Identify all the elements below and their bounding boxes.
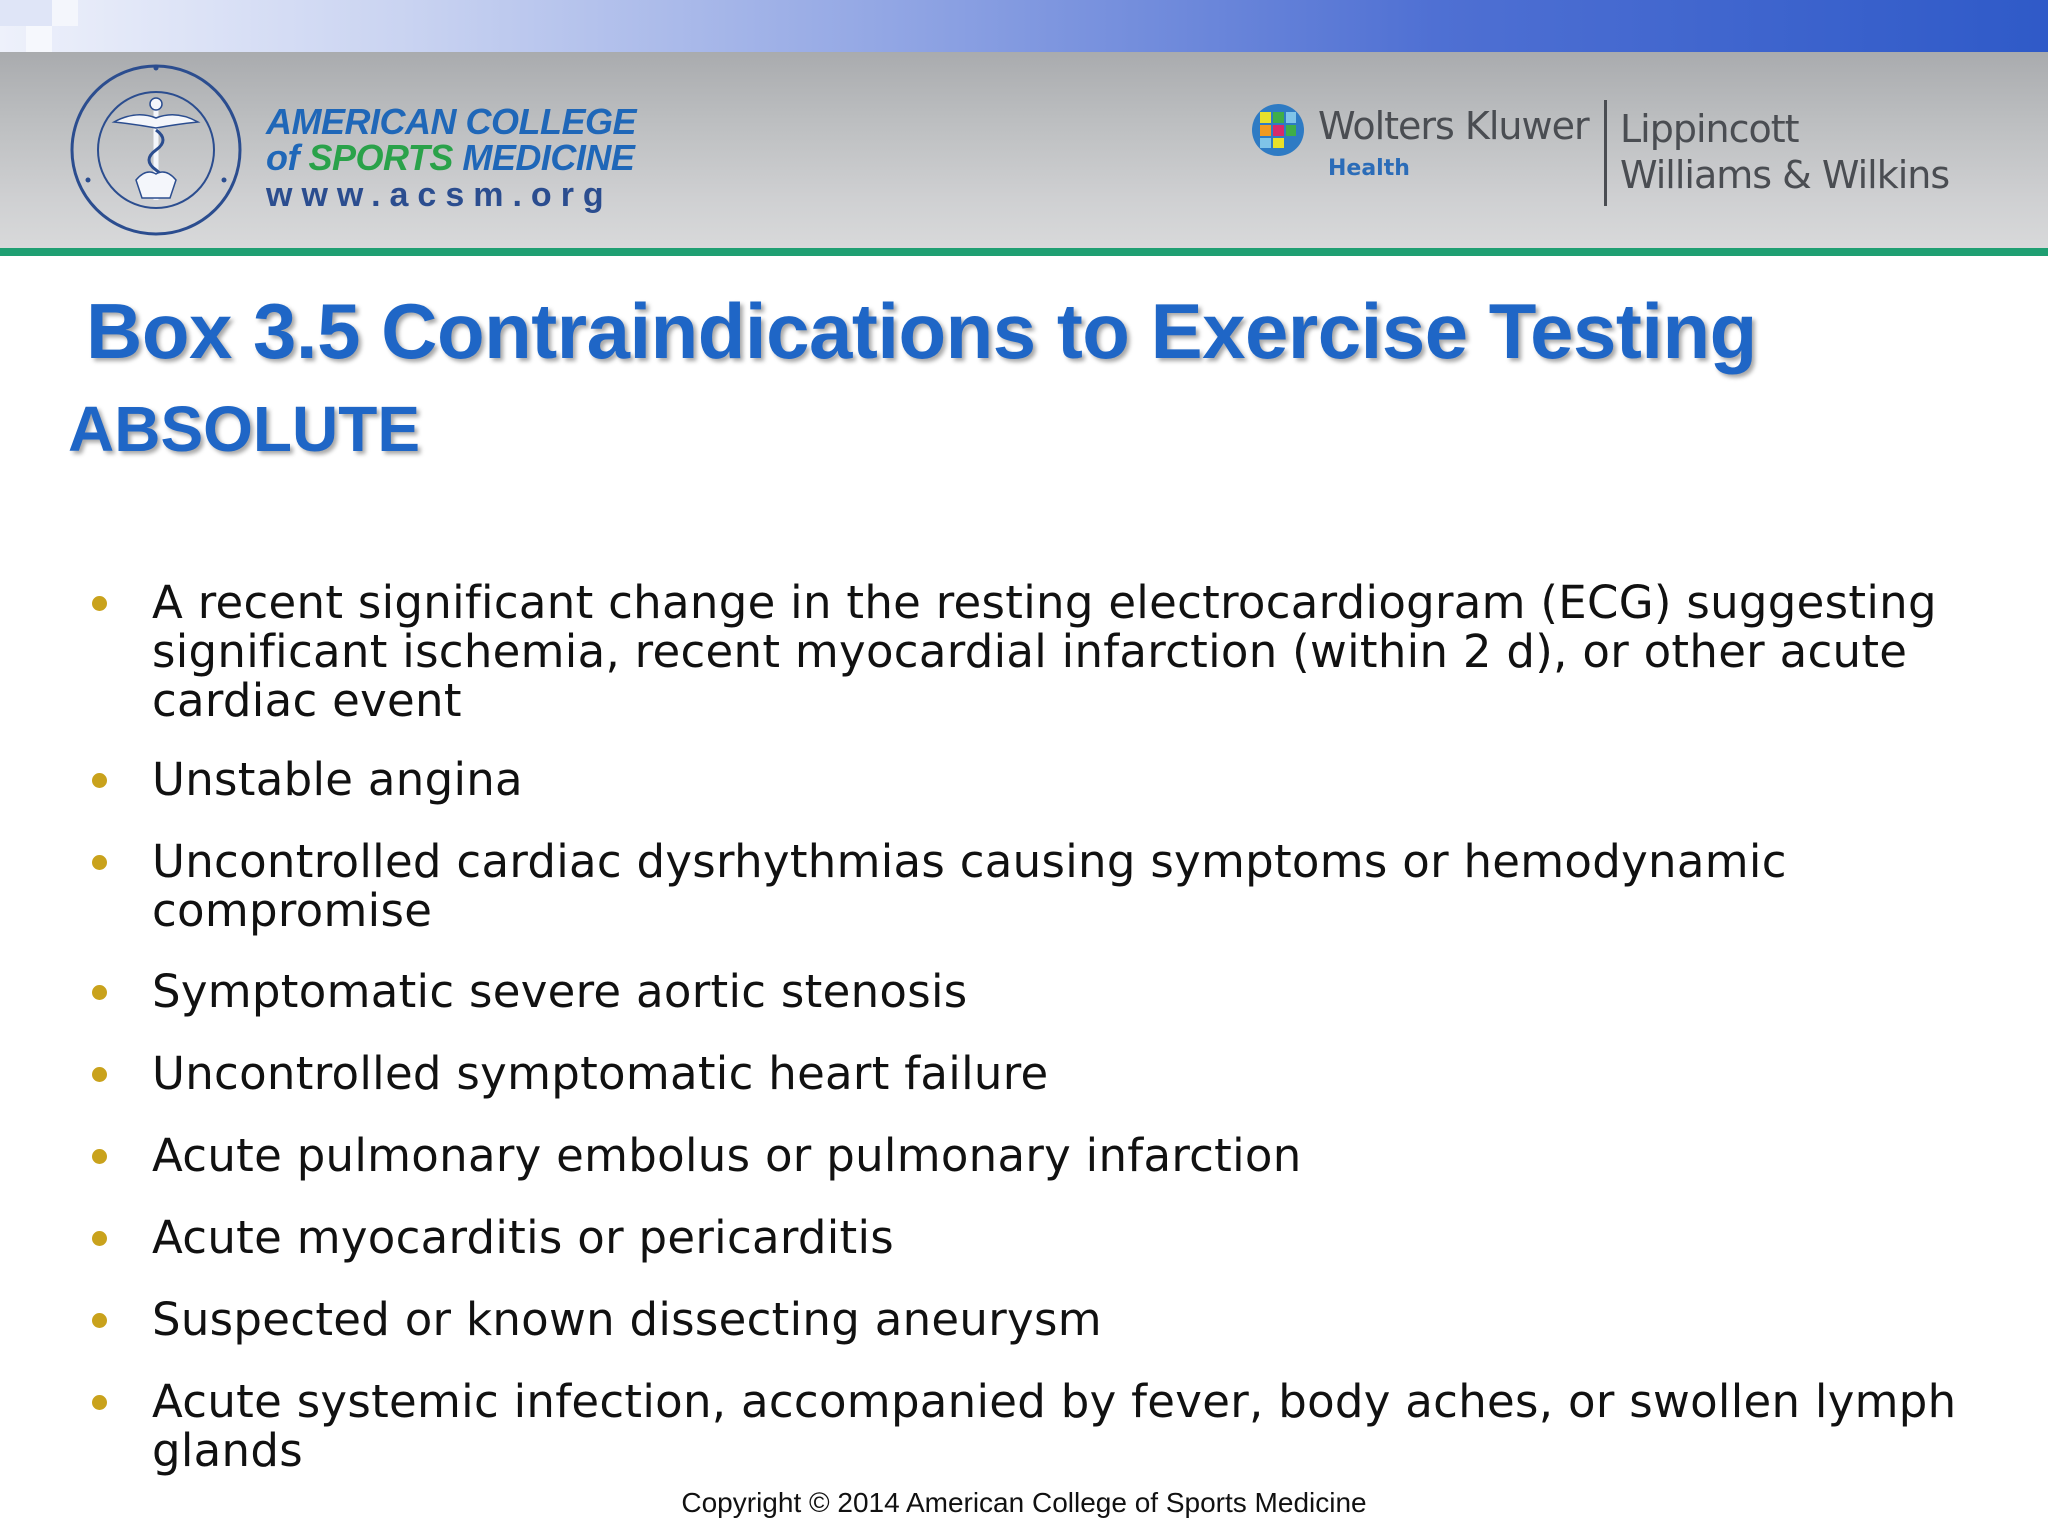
bullet-text: Acute myocarditis or pericarditis — [152, 1211, 895, 1264]
slide-subtitle: ABSOLUTE — [68, 393, 420, 465]
acsm-medicine: MEDICINE — [452, 137, 635, 178]
accent-square — [0, 0, 52, 26]
logo-divider — [1604, 100, 1607, 206]
lww-wordmark — [1620, 106, 1949, 198]
bullet-text: Unstable angina — [152, 753, 523, 806]
acsm-sports: SPORTS — [308, 137, 453, 178]
bullet-dot — [92, 985, 107, 1000]
acsm-url: www.acsm.org — [266, 176, 613, 214]
copyright-footer: Copyright © 2014 American College of Sports Medicine — [681, 1487, 1367, 1518]
bullet-dot — [92, 1313, 107, 1328]
acsm-seal-logo — [66, 60, 246, 240]
bullet-text: Acute systemic infection, accompanied by fever, body aches, or swollen lymph glands — [152, 1375, 1957, 1477]
bullet-text: Suspected or known dissecting aneurysm — [152, 1293, 1102, 1346]
acsm-name-line2 — [266, 137, 636, 178]
wolters-kluwer-name: Wolters Kluwer — [1318, 104, 1589, 148]
lww-line1: Lippincott — [1620, 107, 1799, 151]
bullet-text: Uncontrolled cardiac dysrhythmias causing symptoms or hemodynamic compromise — [152, 835, 1787, 937]
bullet-text: Symptomatic severe aortic stenosis — [152, 965, 968, 1018]
slide-title: Box 3.5 Contraindications to Exercise Testing — [86, 287, 1757, 375]
acsm-of: of — [266, 137, 309, 178]
bullet-dot — [92, 1149, 107, 1164]
wolters-kluwer-health: Health — [1328, 156, 1410, 181]
accent-square — [52, 0, 78, 26]
bullet-text: A recent significant change in the resting electrocardiogram (ECG) suggesting significant ischemia, recent myocardial infarction (within 2 d), or other acute cardiac event — [152, 576, 1937, 727]
acsm-wordmark — [266, 101, 636, 214]
wolters-kluwer-globe-icon — [1250, 102, 1306, 158]
top-accent-bar — [0, 0, 2048, 52]
accent-square — [26, 26, 52, 52]
header-divider — [0, 248, 2048, 256]
bullet-dot — [92, 1231, 107, 1246]
lww-line2: Williams & Wilkins — [1620, 153, 1950, 197]
acsm-name-line1: AMERICAN COLLEGE — [266, 101, 636, 142]
bullet-text: Acute pulmonary embolus or pulmonary infarction — [152, 1129, 1302, 1182]
bullet-dot — [92, 1395, 107, 1410]
bullet-dot — [92, 1067, 107, 1082]
bullet-text: Uncontrolled symptomatic heart failure — [152, 1047, 1049, 1100]
bullet-dot — [92, 773, 107, 788]
bullet-dot — [92, 855, 107, 870]
bullet-dot — [92, 596, 107, 611]
